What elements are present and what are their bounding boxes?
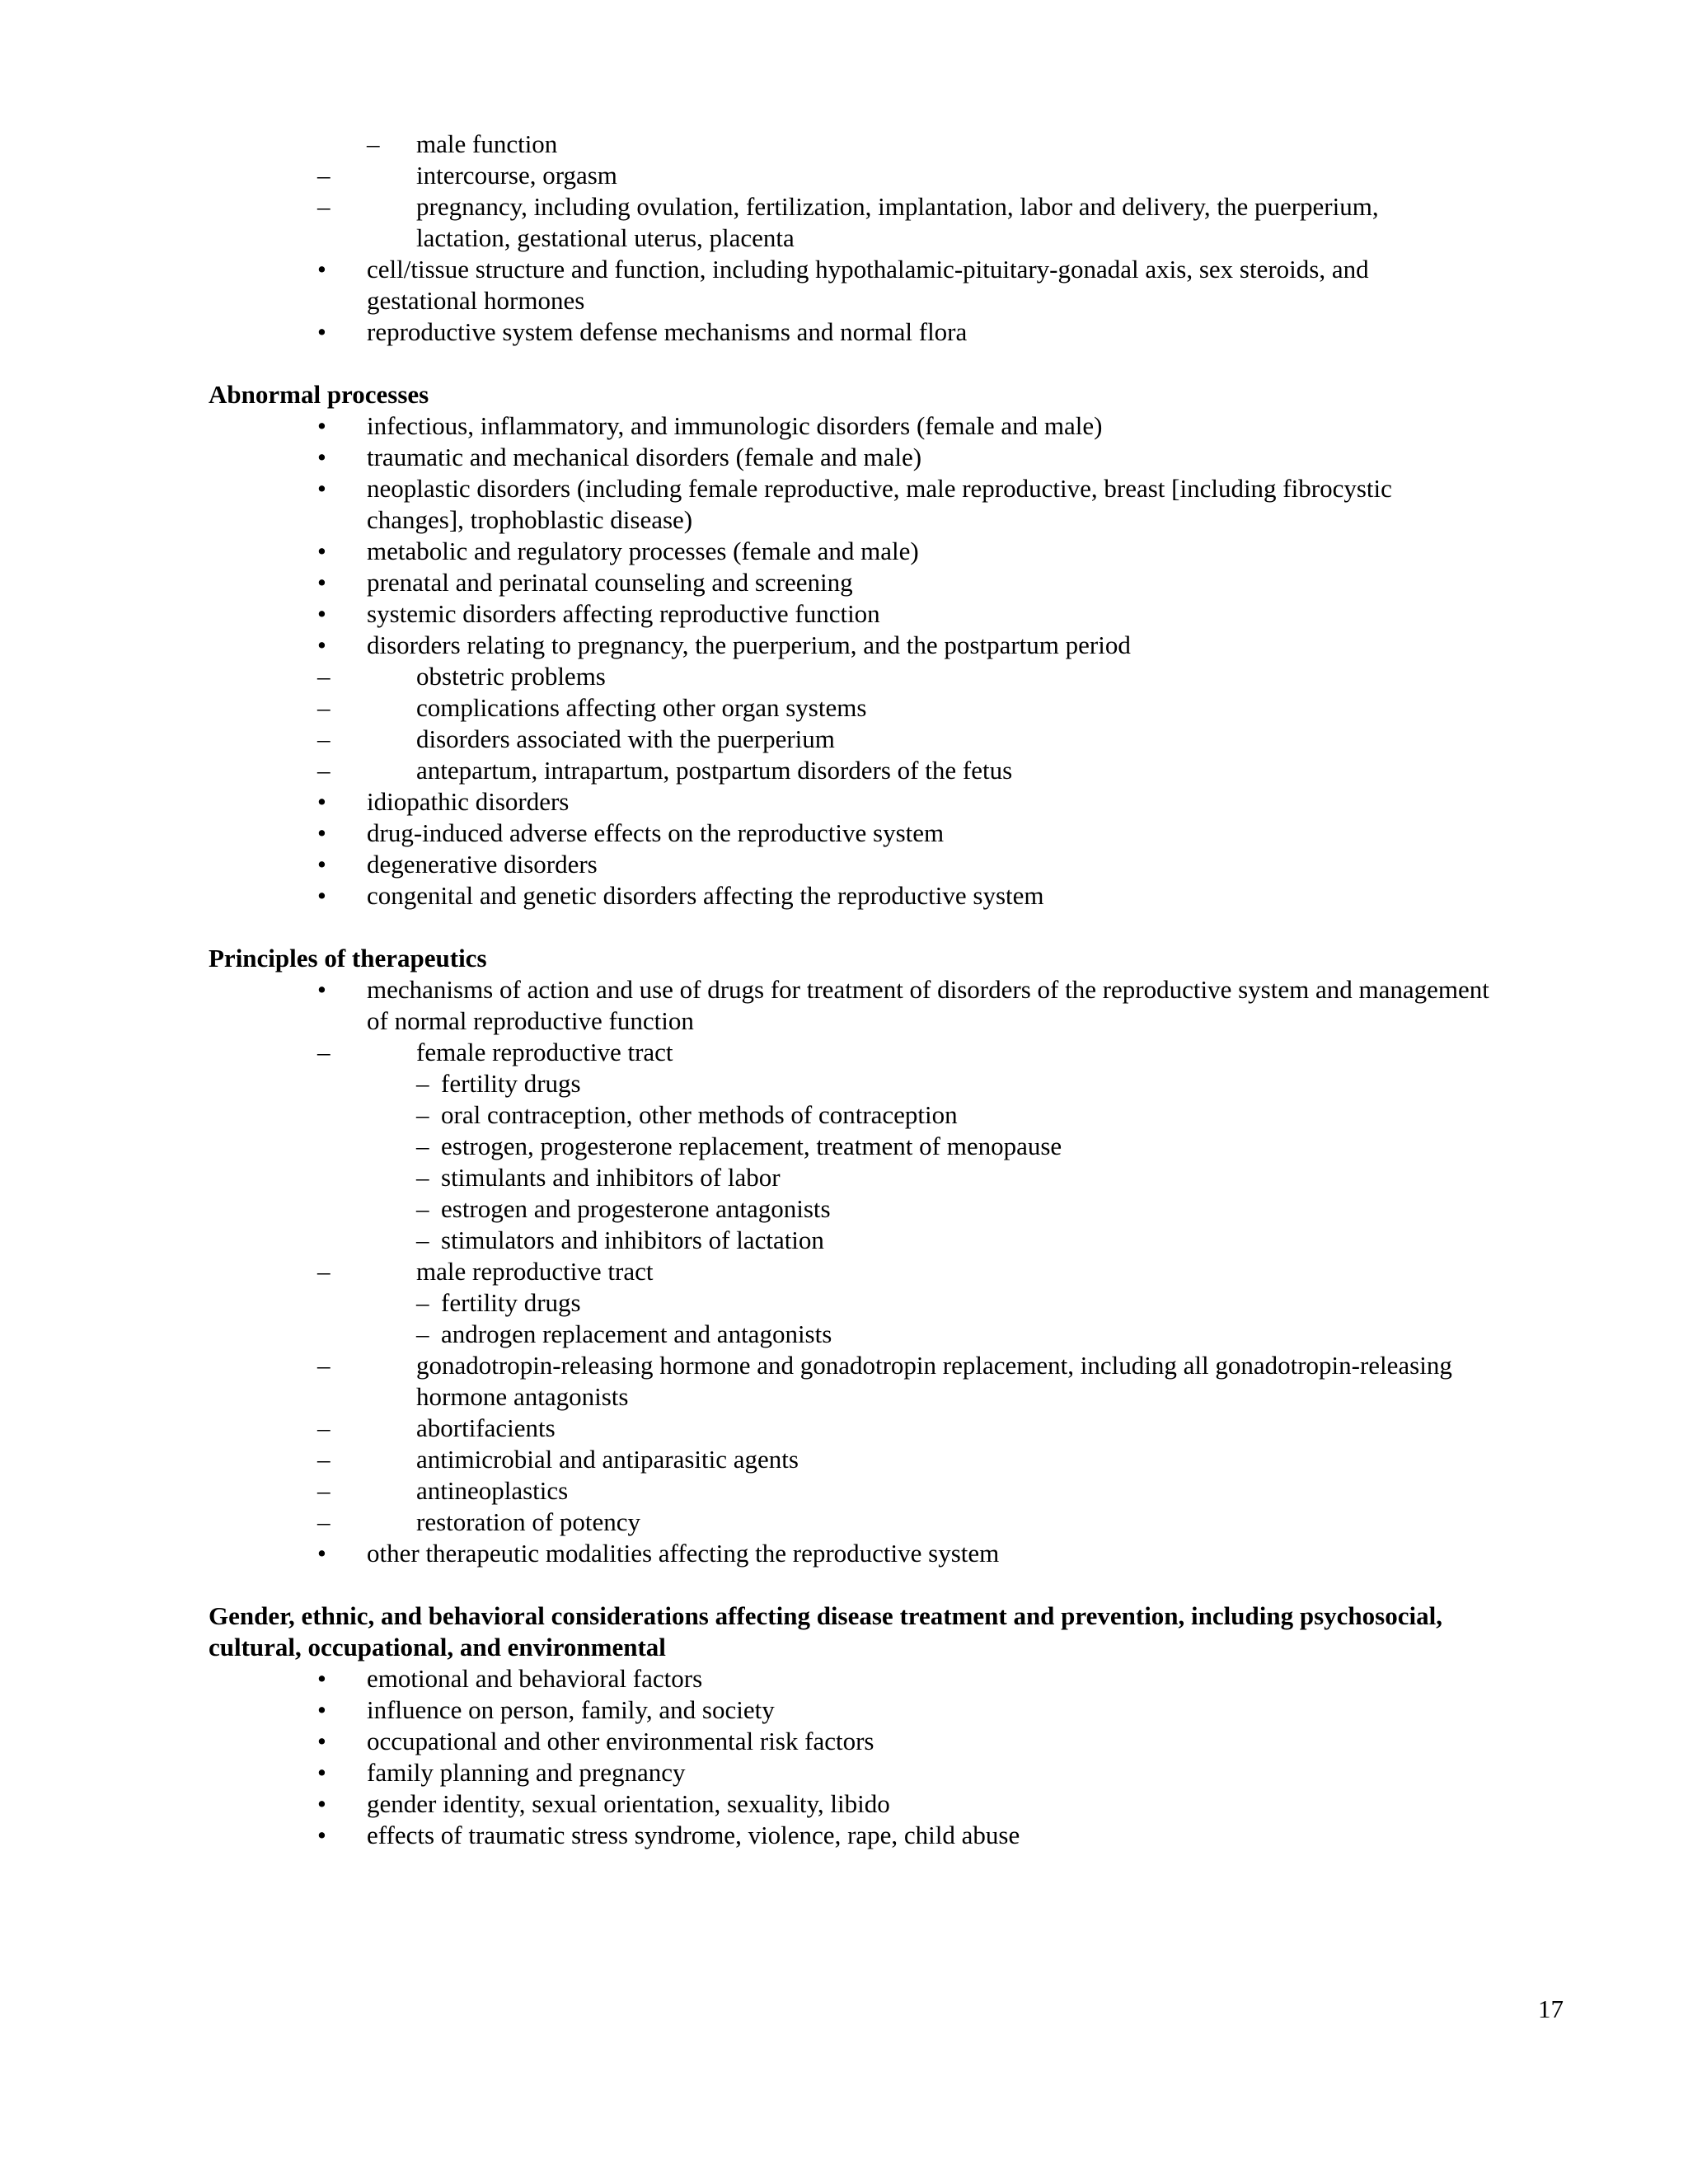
bullet-marker: • [317, 818, 326, 847]
item-text: systemic disorders affecting reproductive function [367, 599, 880, 628]
item-text: female reproductive tract [416, 1038, 673, 1066]
bullet-marker: • [317, 599, 326, 628]
item-text: fertility drugs [441, 1288, 581, 1317]
item-text: drug-induced adverse effects on the reproductive system [367, 818, 945, 847]
section-heading-text: Principles of therapeutics [209, 944, 487, 972]
item-text: oral contraception, other methods of contraception [441, 1100, 958, 1129]
dash-marker: – [317, 662, 331, 691]
bullet-marker: • [317, 1821, 326, 1849]
item-text: antineoplastics [416, 1476, 569, 1505]
item-text: prenatal and perinatal counseling and screening [367, 568, 853, 597]
item-text-continued: lactation, gestational uterus, placenta [416, 223, 795, 252]
item-text: androgen replacement and antagonists [441, 1319, 832, 1348]
item-text: family planning and pregnancy [367, 1758, 686, 1787]
dash-marker: – [416, 1100, 429, 1129]
item-text: traumatic and mechanical disorders (female and male) [367, 443, 922, 471]
item-text: gonadotropin-releasing hormone and gonadotropin replacement, including all gonadotropin-releasing [416, 1351, 1452, 1380]
item-text: congenital and genetic disorders affecting the reproductive system [367, 881, 1044, 910]
bullet-marker: • [317, 537, 326, 565]
dash-marker: – [317, 1413, 331, 1442]
section-heading-text: Abnormal processes [209, 380, 429, 409]
bullet-marker: • [317, 1758, 326, 1787]
bullet-marker: • [317, 1727, 326, 1755]
item-text: idiopathic disorders [367, 787, 570, 816]
item-text: mechanisms of action and use of drugs for treatment of disorders of the reproductive system and management [367, 975, 1489, 1004]
item-text: stimulators and inhibitors of lactation [441, 1226, 824, 1254]
item-text: obstetric problems [416, 662, 606, 691]
bullet-marker: • [317, 443, 326, 471]
item-text: disorders associated with the puerperium [416, 724, 835, 753]
dash-marker: – [317, 1445, 331, 1474]
item-text: stimulants and inhibitors of labor [441, 1163, 781, 1192]
bullet-marker: • [317, 850, 326, 879]
bullet-marker: • [317, 474, 326, 503]
dash-marker: – [317, 1476, 331, 1505]
bullet-marker: • [317, 1539, 326, 1568]
section-heading-text: cultural, occupational, and environmental [209, 1633, 666, 1661]
dash-marker: – [317, 1257, 331, 1286]
dash-marker: – [416, 1132, 429, 1160]
dash-marker: – [317, 1038, 331, 1066]
dash-marker: – [317, 1351, 331, 1380]
dash-marker: – [317, 724, 331, 753]
item-text: restoration of potency [416, 1507, 641, 1536]
bullet-marker: • [317, 411, 326, 440]
item-text: estrogen and progesterone antagonists [441, 1194, 831, 1223]
dash-marker: – [317, 756, 331, 785]
item-text-continued: gestational hormones [367, 286, 585, 315]
item-text-continued: of normal reproductive function [367, 1006, 694, 1035]
dash-marker: – [416, 1288, 429, 1317]
item-text: influence on person, family, and society [367, 1695, 775, 1724]
dash-marker: – [317, 192, 331, 221]
item-text-continued: hormone antagonists [416, 1382, 629, 1411]
dash-marker: – [317, 693, 331, 722]
bullet-marker: • [317, 1789, 326, 1818]
page-number: 17 [1538, 1994, 1564, 2023]
item-text: cell/tissue structure and function, including hypothalamic-pituitary-gonadal axis, sex steroids, and [367, 255, 1369, 284]
item-text: reproductive system defense mechanisms and normal flora [367, 317, 968, 346]
item-text-continued: changes], trophoblastic disease) [367, 505, 693, 534]
item-text: degenerative disorders [367, 850, 598, 879]
item-text: antimicrobial and antiparasitic agents [416, 1445, 799, 1474]
dash-marker: – [416, 1163, 429, 1192]
item-text: pregnancy, including ovulation, fertilization, implantation, labor and delivery, the puerperium, [416, 192, 1379, 221]
bullet-marker: • [317, 317, 326, 346]
dash-marker: – [317, 161, 331, 190]
item-text: infectious, inflammatory, and immunologic disorders (female and male) [367, 411, 1103, 440]
item-text: estrogen, progesterone replacement, treatment of menopause [441, 1132, 1062, 1160]
section-heading-text: Gender, ethnic, and behavioral considerations affecting disease treatment and prevention, including psychosocial, [209, 1601, 1442, 1630]
item-text: intercourse, orgasm [416, 161, 617, 190]
item-text: disorders relating to pregnancy, the puerperium, and the postpartum period [367, 630, 1131, 659]
dash-marker: – [416, 1069, 429, 1098]
item-text: fertility drugs [441, 1069, 581, 1098]
bullet-marker: • [317, 568, 326, 597]
dash-marker: – [367, 129, 380, 158]
item-text: neoplastic disorders (including female reproductive, male reproductive, breast [including fibrocystic [367, 474, 1392, 503]
item-text: effects of traumatic stress syndrome, violence, rape, child abuse [367, 1821, 1020, 1849]
item-text: complications affecting other organ systems [416, 693, 867, 722]
item-text: metabolic and regulatory processes (female and male) [367, 537, 919, 565]
bullet-marker: • [317, 1695, 326, 1724]
item-text: emotional and behavioral factors [367, 1664, 703, 1693]
dash-marker: – [416, 1319, 429, 1348]
bullet-marker: • [317, 255, 326, 284]
bullet-marker: • [317, 1664, 326, 1693]
item-text: male reproductive tract [416, 1257, 654, 1286]
item-text: other therapeutic modalities affecting the reproductive system [367, 1539, 1000, 1568]
item-text: antepartum, intrapartum, postpartum disorders of the fetus [416, 756, 1013, 785]
item-text: male function [416, 129, 558, 158]
bullet-marker: • [317, 975, 326, 1004]
bullet-marker: • [317, 630, 326, 659]
bullet-marker: • [317, 787, 326, 816]
item-text: abortifacients [416, 1413, 556, 1442]
item-text: occupational and other environmental risk factors [367, 1727, 874, 1755]
dash-marker: – [416, 1226, 429, 1254]
bullet-marker: • [317, 881, 326, 910]
dash-marker: – [416, 1194, 429, 1223]
item-text: gender identity, sexual orientation, sexuality, libido [367, 1789, 890, 1818]
dash-marker: – [317, 1507, 331, 1536]
